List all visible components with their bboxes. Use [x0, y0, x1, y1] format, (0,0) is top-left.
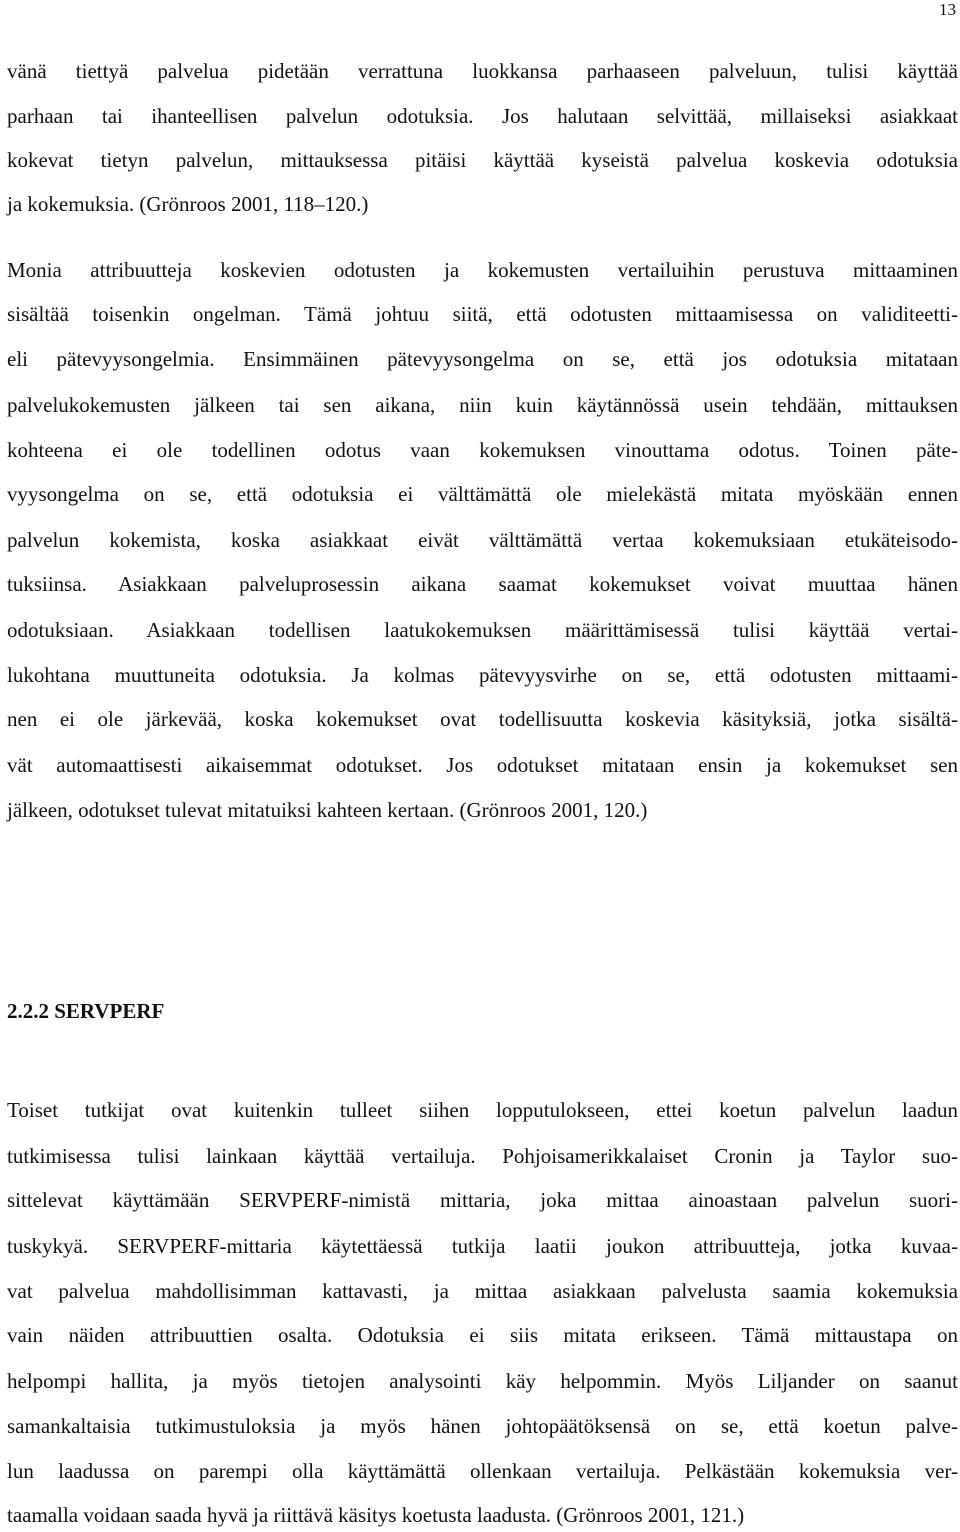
text-line: nen ei ole järkevää, koska kokemukset ovat todellisuutta koskevia käsityksiä, jotka sisältä-: [7, 707, 958, 731]
text-line: kohteena ei ole todellinen odotus vaan kokemuksen vinouttama odotus. Toinen päte-: [7, 438, 958, 462]
text-line: vain näiden attribuuttien osalta. Odotuksia ei siis mitata erikseen. Tämä mittaustapa on: [7, 1323, 958, 1347]
text-line: palvelun kokemista, koska asiakkaat eivät välttämättä vertaa kokemuksiaan etukäteisodo-: [7, 528, 958, 552]
text-line: sisältää toisenkin ongelman. Tämä johtuu siitä, että odotusten mittaamisessa on validiteetti-: [7, 302, 958, 326]
text-line: lun laadussa on parempi olla käyttämättä ollenkaan vertailuja. Pelkästään kokemuksia ver-: [7, 1459, 958, 1483]
text-line: sittelevat käyttämään SERVPERF-nimistä mittaria, joka mittaa ainoastaan palvelun suori-: [7, 1188, 958, 1212]
text-line: Monia attribuutteja koskevien odotusten ja kokemusten vertailuihin perustuva mittaaminen: [7, 258, 958, 282]
text-line: tutkimisessa tulisi lainkaan käyttää vertailuja. Pohjoisamerikkalaiset Cronin ja Taylor suo-: [7, 1144, 958, 1168]
text-line: vat palvelua mahdollisimman kattavasti, ja mittaa asiakkaan palvelusta saamia kokemuksia: [7, 1279, 958, 1303]
text-line: samankaltaisia tutkimustuloksia ja myös hänen johtopäätöksensä on se, että koetun palve-: [7, 1414, 958, 1438]
text-line: vyysongelma on se, että odotuksia ei välttämättä ole mielekästä mitata myöskään ennen: [7, 482, 958, 506]
text-line: lukohtana muuttuneita odotuksia. Ja kolmas pätevyysvirhe on se, että odotusten mittaami-: [7, 663, 958, 687]
text-line: parhaan tai ihanteellisen palvelun odotuksia. Jos halutaan selvittää, millaiseksi asiakkaat: [7, 104, 958, 128]
text-line: kokevat tietyn palvelun, mittauksessa pitäisi käyttää kyseistä palvelua koskevia odotuksia: [7, 148, 958, 172]
page-number: 13: [939, 0, 956, 19]
text-line: Toiset tutkijat ovat kuitenkin tulleet siihen lopputulokseen, ettei koetun palvelun laadun: [7, 1098, 958, 1122]
text-line: odotuksiaan. Asiakkaan todellisen laatukokemuksen määrittämisessä tulisi käyttää vertai-: [7, 618, 958, 642]
text-line: jälkeen, odotukset tulevat mitatuiksi kahteen kertaan. (Grönroos 2001, 120.): [7, 798, 648, 822]
text-line: vät automaattisesti aikaisemmat odotukset. Jos odotukset mitataan ensin ja kokemukset sen: [7, 753, 958, 777]
text-line: ja kokemuksia. (Grönroos 2001, 118–120.): [7, 192, 369, 216]
text-line: tuskykyä. SERVPERF-mittaria käytettäessä tutkija laatii joukon attribuutteja, jotka kuvaa-: [7, 1234, 958, 1258]
section-heading: 2.2.2 SERVPERF: [7, 999, 165, 1023]
text-line: helpompi hallita, ja myös tietojen analysointi käy helpommin. Myös Liljander on saanut: [7, 1369, 958, 1393]
text-line: palvelukokemusten jälkeen tai sen aikana, niin kuin käytännössä usein tehdään, mittauksen: [7, 393, 958, 417]
text-line: vänä tiettyä palvelua pidetään verrattuna luokkansa parhaaseen palveluun, tulisi käyttää: [7, 59, 958, 83]
text-line: taamalla voidaan saada hyvä ja riittävä käsitys koetusta laadusta. (Grönroos 2001, 121.): [7, 1503, 745, 1527]
text-line: tuksiinsa. Asiakkaan palveluprosessin aikana saamat kokemukset voivat muuttaa hänen: [7, 572, 958, 596]
text-line: eli pätevyysongelmia. Ensimmäinen pätevyysongelma on se, että jos odotuksia mitataan: [7, 347, 958, 371]
